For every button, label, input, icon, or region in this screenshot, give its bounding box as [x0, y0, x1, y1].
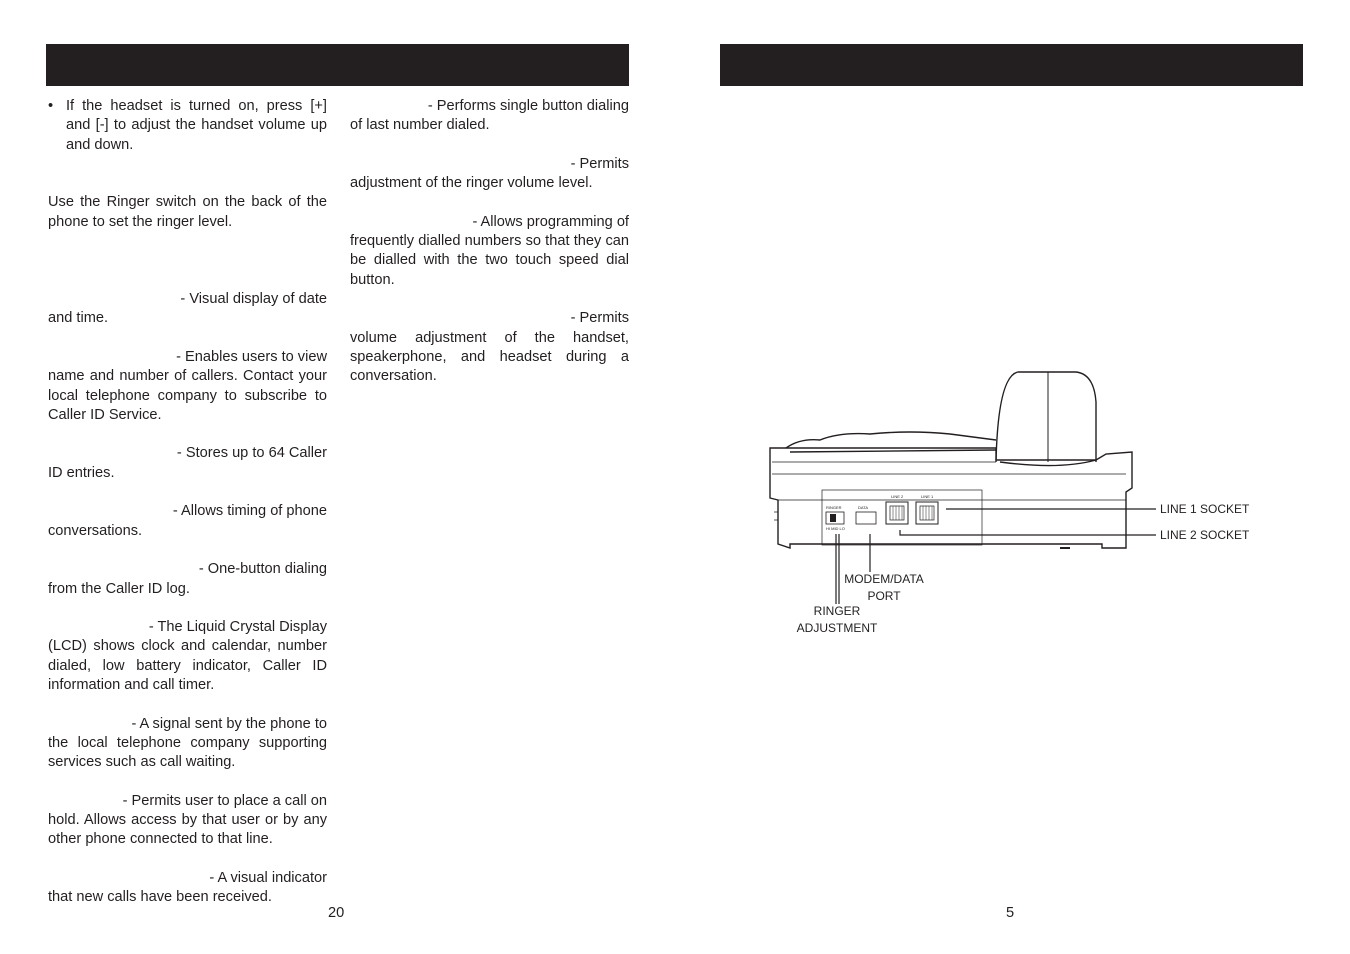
definition-item	[48, 444, 327, 483]
page-number-right: 5	[1006, 905, 1015, 921]
definition-first-line: - The Liquid Crystal Display	[148, 619, 327, 636]
definition-rest: of last number dialed.	[350, 117, 490, 134]
definition-item	[350, 155, 629, 194]
bullet-text: If the headset is turned on, press [+] and [-] to adjust the handset volume up and down.	[66, 98, 327, 153]
definition-rest: name and number of callers. Contact your local telephone company to subscribe to Caller ID Service.	[48, 368, 327, 423]
definition-item	[48, 290, 327, 329]
panel-label-ringer: RINGER	[826, 505, 842, 510]
definition-rest: hold. Allows access by that user or by any other phone connected to that line.	[48, 812, 327, 848]
definition-first-line: - Performs single button dialing	[427, 98, 629, 114]
panel-label-line2: LINE 2	[891, 494, 904, 499]
left-column	[48, 97, 327, 908]
label-line1-socket: LINE 1 SOCKET	[1160, 502, 1250, 516]
page-number-left: 20	[328, 905, 345, 921]
label-ringer: RINGER	[813, 604, 861, 618]
panel-label-line1: LINE 1	[921, 494, 934, 499]
panel-label-ringer-levels: HI MID LO	[826, 526, 845, 531]
definition-item	[350, 309, 629, 386]
definition-rest: ID entries.	[48, 464, 115, 481]
definition-item	[350, 213, 629, 290]
definition-item	[48, 348, 327, 425]
header-bar-right	[720, 44, 1303, 86]
definition-item	[48, 792, 327, 850]
headset-volume-bullet	[48, 97, 327, 155]
definition-rest: conversations.	[48, 522, 143, 539]
definition-first-line: - Stores up to 64 Caller	[176, 445, 327, 462]
label-modem-data: MODEM/DATA	[844, 572, 924, 586]
definition-item	[48, 560, 327, 599]
definition-rest: and time.	[48, 310, 109, 327]
definition-first-line: - A signal sent by the phone to	[131, 715, 327, 732]
definition-item	[350, 97, 629, 136]
definition-first-line: - A visual indicator	[209, 869, 327, 886]
label-ringer-adjustment: ADJUSTMENT	[796, 621, 878, 635]
definition-first-line: - Allows timing of phone	[172, 503, 327, 520]
definition-item	[48, 502, 327, 541]
bullet-dot: •	[48, 98, 54, 114]
definition-rest: frequently dialled numbers so that they can be dialled with the two touch speed dial button.	[350, 233, 629, 288]
definition-first-line: - Visual display of date	[180, 291, 327, 308]
middle-column	[350, 97, 629, 386]
panel-label-data: DATA	[858, 505, 869, 510]
definition-rest: volume adjustment of the handset, speakerphone, and headset during a conversation.	[350, 329, 629, 385]
header-bar-left	[46, 44, 629, 86]
definition-item	[48, 869, 327, 908]
definition-rest: that new calls have been received.	[48, 889, 272, 906]
definition-rest: the local telephone company supporting services such as call waiting.	[48, 734, 327, 771]
definition-rest: (LCD) shows clock and calendar, number dialed, low battery indicator, Caller ID information and call timer.	[48, 638, 327, 694]
definition-first-line: - Permits user to place a call on	[122, 792, 327, 809]
definition-rest: adjustment of the ringer volume level.	[350, 175, 593, 192]
definition-first-line: - Enables users to view	[176, 348, 327, 365]
definition-first-line: - Allows programming of	[472, 213, 629, 230]
definition-rest: from the Caller ID log.	[48, 580, 190, 597]
ringer-switch-text: Use the Ringer switch on the back of the phone to set the ringer level.	[48, 194, 327, 230]
definition-item	[48, 715, 327, 773]
definition-first-line: - One-button dialing	[198, 561, 327, 578]
definition-item	[48, 618, 327, 695]
label-modem-port: PORT	[867, 589, 901, 603]
definition-first-line: - Permits	[570, 155, 629, 172]
phone-outline-illustration	[770, 372, 1132, 548]
label-line2-socket: LINE 2 SOCKET	[1160, 528, 1250, 542]
phone-back-diagram	[760, 362, 1260, 652]
definition-first-line: - Permits	[570, 310, 629, 327]
